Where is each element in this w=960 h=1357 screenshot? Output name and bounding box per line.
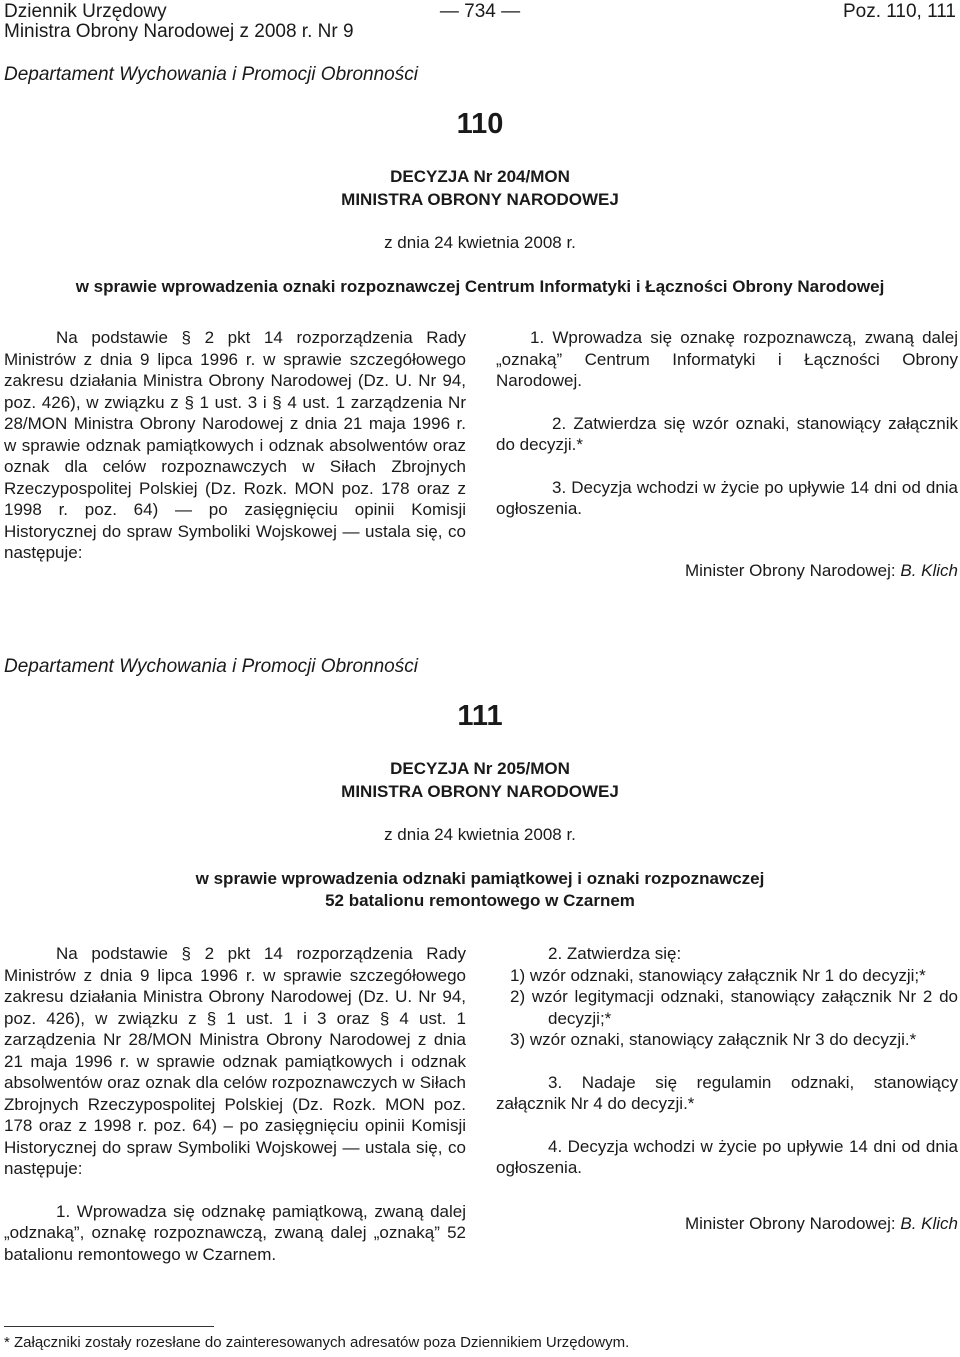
position-number-111: 111 (457, 700, 503, 732)
decision-title-111 (0, 757, 960, 803)
list-item-1-111: 1) wzór odznaki, stanowiący załącznik Nr 1 do decyzji;* (510, 965, 926, 985)
signature-name-111: B. Klich (900, 1213, 958, 1233)
journal-title: Dziennik Urzędowy (4, 1, 167, 22)
subject-line2-111: 52 batalionu remontowego w Czarnem (325, 891, 635, 910)
decision-issuer-110: MINISTRA OBRONY NARODOWEJ (341, 190, 619, 209)
footnote: * Załączniki zostały rozesłane do zainteresowanych adresatów poza Dziennikiem Urzędowym. (4, 1334, 630, 1351)
paragraph-1-111: 1. Wprowadza się odznakę pamiątkową, zwaną dalej „odznaką”, oznakę rozpoznawczą, zwaną dalej „oznaką” 52 batalionu remontowego w Czarnem. (4, 1201, 466, 1264)
position-number-110: 110 (456, 108, 504, 140)
preamble-111 (4, 943, 466, 1265)
list-item-3-111: 3) wzór oznaki, stanowiący załącznik Nr 3 do decyzji.* (510, 1030, 917, 1049)
paragraph-3-110: 3. Decyzja wchodzi w życie po upływie 14 dni od dnia ogłoszenia. (496, 477, 958, 518)
ministry-issue: Ministra Obrony Narodowej z 2008 r. Nr 9 (4, 21, 354, 42)
signature-110 (496, 560, 958, 582)
decision-subject-111 (0, 868, 960, 912)
body-110 (496, 327, 958, 581)
signature-name-110: B. Klich (900, 560, 958, 580)
footnote-rule (4, 1326, 214, 1327)
signature-prefix-110: Minister Obrony Narodowej: (684, 560, 901, 580)
preamble-111-text: Na podstawie § 2 pkt 14 rozporządzenia Rady Ministrów z dnia 9 lipca 1996 r. w sprawie szczegółowego zakresu działania Ministra Obrony Narodowej (Dz. U. Nr 94, poz. 426), w związku z § 1 ust. 1 i 3 oraz § 4 ust. 1 zarządzenia Nr 28/MON Ministra Obrony Narodowej z dnia 21 maja 1996 r. w sprawie odznak pamiątkowych i odznak absolwentów oraz oznak dla celów rozpoznawczych w Siłach Zbrojnych Rzeczypospolitej Polskiej (Dz. Rozk. MON poz. 178 oraz z 1998 r. poz. 64) – po zasięgnięciu opinii Komisji Historycznej do spraw Symboliki Wojskowej — ustala się, co następuje: (4, 944, 466, 1178)
paragraph-4-111: 4. Decyzja wchodzi w życie po upływie 14 dni od dnia ogłoszenia. (496, 1136, 958, 1177)
paragraph-2-110: 2. Zatwierdza się wzór oznaki, stanowiący załącznik do decyzji.* (496, 413, 958, 454)
page-number: — 734 — (439, 1, 521, 22)
paragraph-2-intro-111: 2. Zatwierdza się: (548, 944, 682, 963)
paragraph-1-110: 1. Wprowadza się oznakę rozpoznawczą, zwaną dalej „oznaką” Centrum Informatyki i Łączności Obrony Narodowej. (496, 328, 958, 390)
signature-111 (496, 1213, 958, 1235)
preamble-110-text: Na podstawie § 2 pkt 14 rozporządzenia Rady Ministrów z dnia 9 lipca 1996 r. w sprawie szczegółowego zakresu działania Ministra Obrony Narodowej (Dz. U. Nr 94, poz. 426), w związku z § 1 ust. 3 i § 4 ust. 1 zarządzenia Nr 28/MON Ministra Obrony Narodowej z dnia 21 maja 1996 r. w sprawie odznak pamiątkowych i odznak absolwentów oraz oznak dla celów rozpoznawczych w Siłach Zbrojnych Rzeczypospolitej Polskiej (Dz. Rozk. MON poz. 178 oraz z 1998 r. poz. 64) — po zasięgnięciu opinii Komisji Historycznej do spraw Symboliki Wojskowej — ustala się, co następuje: (4, 328, 466, 562)
decision-issuer-111: MINISTRA OBRONY NARODOWEJ (341, 782, 619, 801)
positions: Poz. 110, 111 (842, 1, 956, 22)
signature-prefix-111: Minister Obrony Narodowej: (684, 1213, 901, 1233)
department-110: Departament Wychowania i Promocji Obronności (4, 64, 418, 85)
preamble-110 (4, 327, 466, 564)
decision-subject-110: w sprawie wprowadzenia oznaki rozpoznawczej Centrum Informatyki i Łączności Obrony Narodowej (75, 277, 885, 296)
list-item-2-111: 2) wzór legitymacji odznaki, stanowiący załącznik Nr 2 do decyzji;* (510, 987, 958, 1028)
body-111 (496, 943, 958, 1234)
decision-number-110: DECYZJA Nr 204/MON (390, 167, 570, 186)
decision-date-111: z dnia 24 kwietnia 2008 r. (384, 825, 576, 844)
decision-date-110: z dnia 24 kwietnia 2008 r. (384, 233, 576, 252)
subject-line1-111: w sprawie wprowadzenia odznaki pamiątkowej i oznaki rozpoznawczej (195, 869, 765, 888)
department-111: Departament Wychowania i Promocji Obronności (4, 656, 418, 677)
paragraph-3-111: 3. Nadaje się regulamin odznaki, stanowiący załącznik Nr 4 do decyzji.* (496, 1072, 958, 1113)
decision-title-110 (0, 165, 960, 211)
decision-number-111: DECYZJA Nr 205/MON (390, 759, 570, 778)
